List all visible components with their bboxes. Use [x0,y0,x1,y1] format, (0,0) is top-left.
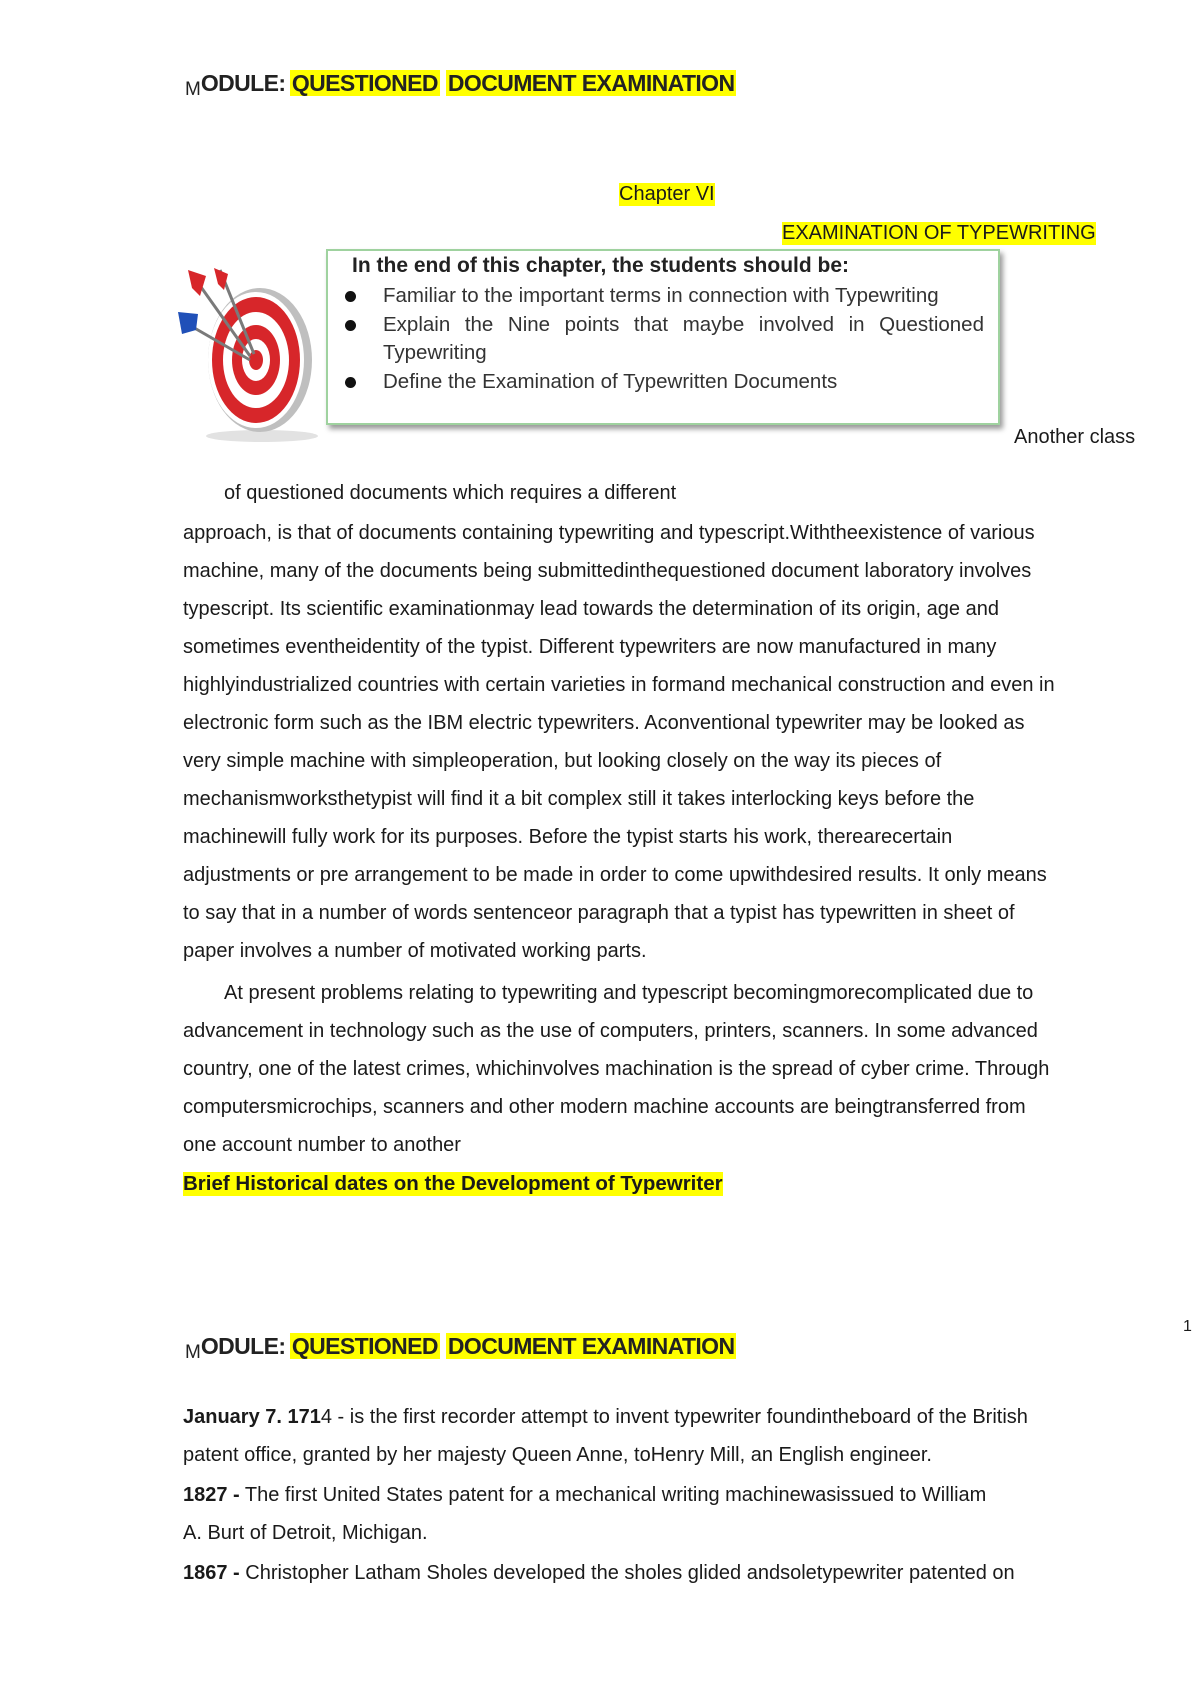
historical-heading: Brief Historical dates on the Development of Typewriter [183,1172,723,1195]
module-header-label: ODULE: [200,1333,286,1359]
page-number: 1 [1183,1318,1192,1335]
history-entry-continued: A. Burt of Detroit, Michigan. [183,1522,428,1544]
objectives-heading: In the end of this chapter, the students should be: [352,254,850,277]
bullet-icon [345,291,356,302]
body-line: one account number to another [183,1134,461,1156]
body-line: very simple machine with simpleoperation, but looking closely on the way its pieces of [183,750,942,772]
bullet-icon [345,320,356,331]
body-line: machine, many of the documents being submittedinthequestioned document laboratory involves [183,560,1032,582]
history-date: 1827 - [183,1484,240,1506]
body-line: of questioned documents which requires a different [224,482,677,504]
target-icon [178,268,318,443]
body-line: computersmicrochips, scanners and other modern machine accounts are beingtransferred from [183,1096,1026,1118]
body-line: paper involves a number of motivated working parts. [183,940,647,962]
body-line: Another class [1014,426,1136,448]
body-line: to say that in a number of words sentenceor paragraph that a typist has typewritten in sheet of [183,902,1015,924]
module-header-document-exam: DOCUMENT EXAMINATION [447,1333,735,1359]
body-line: approach, is that of documents containing typewriting and typescript.Withtheexistence of various [183,522,1035,544]
chapter-title: Chapter VI [619,183,715,205]
history-text: The first United States patent for a mechanical writing machinewasissued to William [239,1484,987,1506]
body-line: adjustments or pre arrangement to be made in order to come upwithdesired results. It only means [183,864,1047,886]
objective-text: Explain the Nine points that maybe involved in Questioned Typewriting [383,312,984,364]
body-line: At present problems relating to typewriting and typescript becomingmorecomplicated due to [224,982,1034,1004]
body-line: electronic form such as the IBM electric typewriters. Aconventional typewriter may be looked as [183,712,1025,734]
body-line: advancement in technology such as the use of computers, printers, scanners. In some advanced [183,1020,1038,1042]
objective-item [328,368,998,397]
section-title: EXAMINATION OF TYPEWRITING [782,222,1096,244]
module-header-m: M [185,1342,201,1363]
body-line: sometimes eventheidentity of the typist. Different typewriters are now manufactured in many [183,636,997,658]
objectives-box [326,249,1000,425]
history-entry [183,1398,1028,1436]
module-header-document-exam: DOCUMENT EXAMINATION [447,70,735,96]
bullet-icon [345,377,356,388]
module-header-questioned: QUESTIONED [291,70,438,96]
body-line: mechanismworksthetypist will find it a bit complex still it takes interlocking keys before the [183,788,975,810]
history-date: January 7. 171 [183,1406,321,1428]
objective-text: Define the Examination of Typewritten Documents [383,369,838,393]
objectives-list [328,282,998,396]
module-header-m: M [185,79,201,100]
objective-item [328,311,998,368]
history-entry [183,1476,986,1514]
objective-text: Familiar to the important terms in connection with Typewriting [383,284,939,307]
module-header-label: ODULE: [200,70,286,96]
objective-item [328,282,998,311]
body-line: country, one of the latest crimes, whichinvolves machination is the spread of cyber crime. Through [183,1058,1050,1080]
history-text: 4 - is the first recorder attempt to invent typewriter foundintheboard of the British [320,1406,1028,1428]
body-line: machinewill fully work for its purposes. Before the typist starts his work, therearecertain [183,826,953,848]
history-entry [183,1554,1015,1592]
module-header [185,1333,736,1364]
module-header-questioned: QUESTIONED [291,1333,438,1359]
history-text: Christopher Latham Sholes developed the sholes glided andsoletypewriter patented on [239,1562,1015,1584]
module-header [185,70,736,101]
history-date: 1867 - [183,1562,240,1584]
body-line: highlyindustrialized countries with certain varieties in formand mechanical construction and even in [183,674,1055,696]
history-entry-continued: patent office, granted by her majesty Queen Anne, toHenry Mill, an English engineer. [183,1444,932,1466]
body-line: typescript. Its scientific examinationmay lead towards the determination of its origin, age and [183,598,999,620]
